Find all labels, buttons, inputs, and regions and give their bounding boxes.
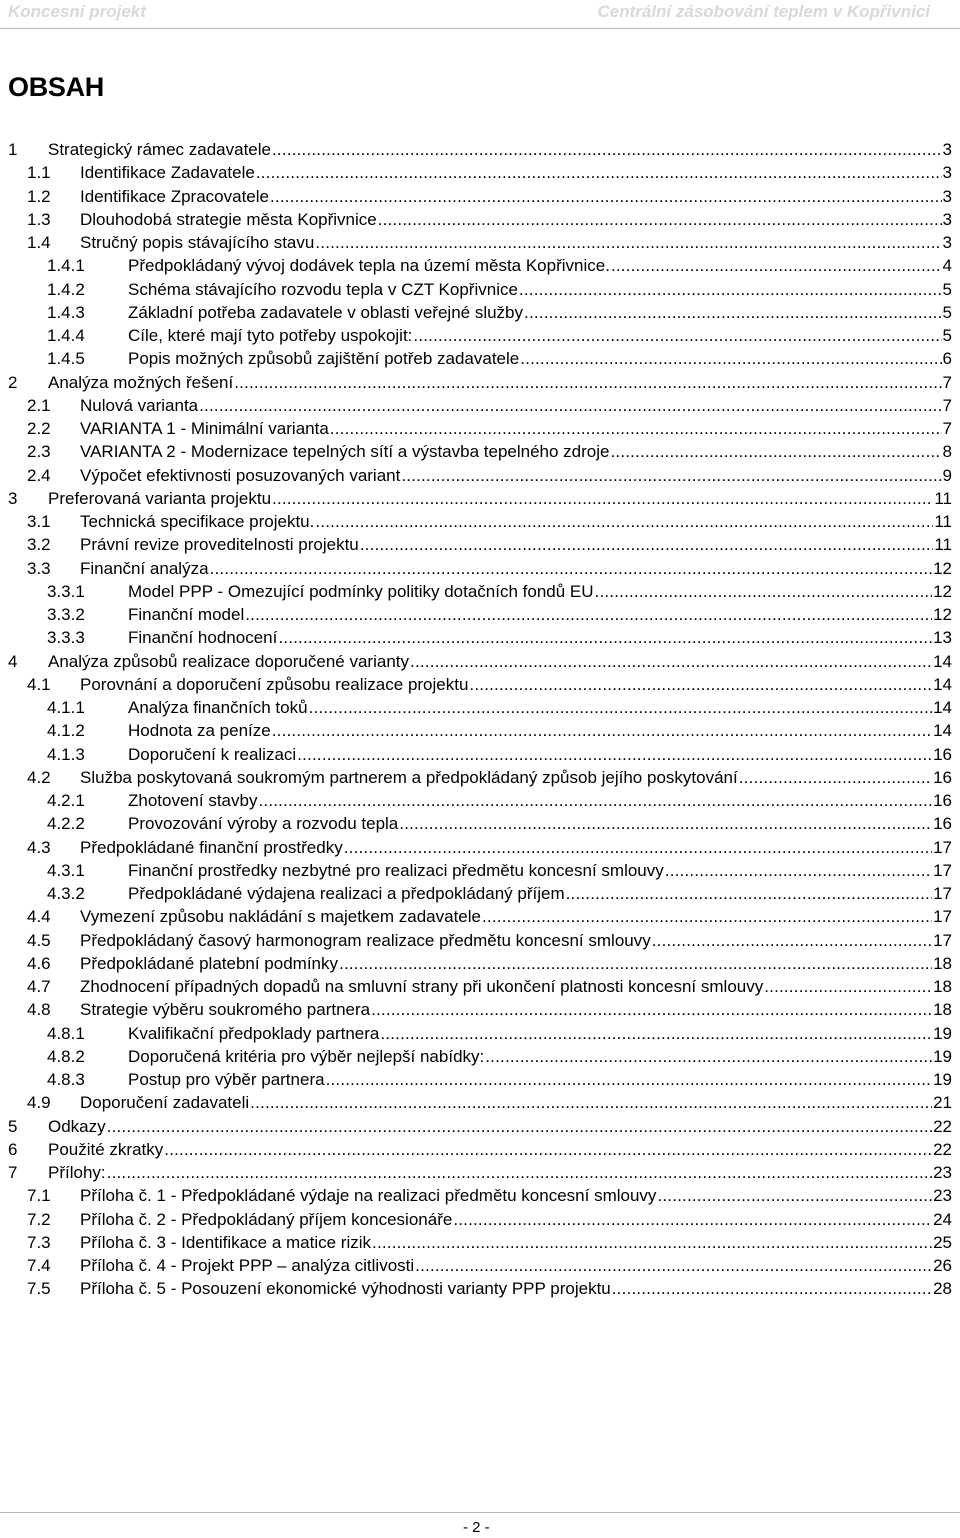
toc-dot-leader <box>360 533 934 556</box>
toc-dot-leader <box>380 1022 932 1045</box>
page-number: - 2 - <box>463 1519 490 1536</box>
toc-dot-leader <box>258 789 932 812</box>
toc-entry[interactable] <box>27 394 952 417</box>
toc-entry-page: 3 <box>942 163 952 183</box>
toc-entry-title: VARIANTA 2 - Modernizace tepelných sítí a výstavba tepelného zdroje <box>80 442 610 462</box>
toc-entry[interactable] <box>47 719 952 742</box>
toc-entry-title: Příloha č. 1 - Předpokládané výdaje na realizaci předmětu koncesní smlouvy <box>80 1186 657 1206</box>
toc-entry-number: 4.7 <box>27 977 51 996</box>
toc-entry-title: Vymezení způsobu nakládání s majetkem zadavatele <box>80 907 481 927</box>
toc-dot-leader <box>415 1254 932 1277</box>
toc-entry-page: 11 <box>934 512 952 531</box>
toc-dot-leader <box>595 580 933 603</box>
toc-entry[interactable] <box>27 1254 952 1277</box>
toc-entry[interactable] <box>47 301 952 324</box>
toc-dot-leader <box>401 464 941 487</box>
toc-entry-page: 14 <box>933 698 952 717</box>
toc-entry-title: Analýza způsobů realizace doporučené varianty <box>48 651 410 671</box>
toc-entry-title: Předpokládané výdajena realizaci a předpokládaný příjem <box>128 884 565 903</box>
toc-dot-leader <box>272 138 942 161</box>
toc-entry-number: 4.8.2 <box>47 1046 85 1066</box>
toc-entry-number: 7 <box>8 1163 18 1182</box>
toc-entry[interactable] <box>27 208 952 231</box>
toc-entry-page: 28 <box>933 1279 952 1299</box>
toc-entry-number: 1.4.3 <box>47 302 85 322</box>
toc-entry-page: 14 <box>933 651 952 671</box>
toc-entry[interactable] <box>27 766 952 789</box>
toc-entry-page: 7 <box>942 372 952 392</box>
toc-entry[interactable] <box>27 533 952 556</box>
toc-dot-leader <box>610 440 941 463</box>
toc-entry[interactable] <box>27 836 952 859</box>
toc-entry-title: Doporučení k realizaci <box>128 744 297 764</box>
toc-dot-leader <box>739 766 932 789</box>
toc-entry[interactable] <box>47 1022 952 1045</box>
toc-entry[interactable] <box>8 650 952 673</box>
toc-dot-leader <box>272 719 932 742</box>
toc-entry-page: 3 <box>942 209 952 229</box>
toc-entry-title: Cíle, které mají tyto potřeby uspokojit: <box>128 326 413 345</box>
toc-entry-title: Provozování výroby a rozvodu tepla <box>128 814 399 834</box>
toc-entry-page: 12 <box>933 605 952 624</box>
toc-entry[interactable] <box>27 161 952 184</box>
toc-dot-leader <box>344 836 932 859</box>
toc-entry-number: 1.4.4 <box>47 326 85 345</box>
toc-entry-title: Analýza možných řešení <box>48 372 234 392</box>
toc-entry[interactable] <box>27 929 952 952</box>
toc-entry-page: 16 <box>933 791 952 810</box>
toc-entry[interactable] <box>47 743 952 766</box>
toc-entry[interactable] <box>47 278 952 301</box>
toc-entry-number: 1.1 <box>27 163 51 183</box>
toc-entry-number: 1.2 <box>27 186 51 206</box>
toc-entry-title: Porovnání a doporučení způsobu realizace projektu <box>80 674 469 694</box>
toc-entry-page: 19 <box>933 1070 952 1089</box>
toc-entry-title: Výpočet efektivnosti posuzovaných variant <box>80 465 401 485</box>
toc-entry[interactable] <box>47 882 952 905</box>
toc-dot-leader <box>482 905 932 928</box>
toc-entry-title: Základní potřeba zadavatele v oblasti veřejné služby <box>128 302 524 322</box>
toc-entry-number: 7.4 <box>27 1256 51 1275</box>
toc-dot-leader <box>524 301 942 324</box>
toc-dot-leader <box>272 487 933 510</box>
toc-entry-number: 2.3 <box>27 442 51 462</box>
toc-entry-page: 17 <box>933 837 952 857</box>
toc-entry-number: 4.2.2 <box>47 814 85 834</box>
toc-entry-number: 5 <box>8 1116 18 1136</box>
toc-dot-leader <box>520 347 941 370</box>
toc-entry-page: 11 <box>934 535 952 555</box>
toc-dot-leader <box>453 1208 932 1231</box>
toc-entry-number: 7.3 <box>27 1232 51 1252</box>
toc-entry-number: 1.4 <box>27 233 51 252</box>
toc-entry-page: 13 <box>933 628 952 648</box>
toc-dot-leader <box>657 1184 932 1207</box>
toc-entry-number: 3.3 <box>27 558 51 578</box>
toc-entry[interactable] <box>47 696 952 719</box>
toc-entry-number: 7.1 <box>27 1186 51 1206</box>
toc-entry-title: Služba poskytovaná soukromým partnerem a předpokládaný způsob jejího poskytování <box>80 767 738 787</box>
toc-entry[interactable] <box>27 417 952 440</box>
toc-entry-title: Kvalifikační předpoklady partnera <box>128 1023 380 1043</box>
toc-entry-title: VARIANTA 1 - Minimální varianta <box>80 419 329 438</box>
toc-entry-title: Schéma stávajícího rozvodu tepla v CZT Kopřivnice <box>128 279 518 299</box>
toc-dot-leader <box>315 510 933 533</box>
toc-entry[interactable] <box>27 1208 952 1231</box>
toc-entry[interactable] <box>47 859 952 882</box>
toc-dot-leader <box>410 650 932 673</box>
toc-entry-number: 4.8.1 <box>47 1023 85 1043</box>
toc-entry-title: Předpokládaný časový harmonogram realizace předmětu koncesní smlouvy <box>80 930 651 950</box>
toc-entry-number: 3.1 <box>27 512 51 531</box>
toc-entry-title: Předpokládané finanční prostředky <box>80 837 343 857</box>
toc-dot-leader <box>485 1045 932 1068</box>
toc-entry-number: 6 <box>8 1139 18 1159</box>
toc-dot-leader <box>256 161 942 184</box>
toc-entry-number: 2.1 <box>27 395 51 415</box>
toc-entry[interactable] <box>27 231 952 254</box>
toc-entry[interactable] <box>8 371 952 394</box>
toc-entry-number: 4.3 <box>27 837 51 857</box>
toc-entry[interactable] <box>27 557 952 580</box>
header-left-text: Koncesní projekt <box>8 2 146 21</box>
toc-entry-number: 4.6 <box>27 953 51 973</box>
toc-entry-title: Hodnota za peníze <box>128 721 271 741</box>
toc-entry-page: 7 <box>942 395 952 415</box>
toc-entry[interactable] <box>27 185 952 208</box>
toc-entry-number: 1.3 <box>27 209 51 229</box>
toc-entry[interactable] <box>27 510 952 533</box>
toc-entry-title: Finanční prostředky nezbytné pro realizaci předmětu koncesní smlouvy <box>128 860 664 880</box>
toc-entry-page: 19 <box>933 1046 952 1066</box>
toc-dot-leader <box>297 743 932 766</box>
toc-entry-title: Nulová varianta <box>80 395 199 415</box>
toc-entry[interactable] <box>27 1231 952 1254</box>
toc-dot-leader <box>378 208 942 231</box>
toc-entry-title: Model PPP - Omezující podmínky politiky dotačních fondů EU <box>128 581 594 601</box>
toc-entry-page: 16 <box>933 767 952 787</box>
toc-entry-number: 1.4.5 <box>47 349 85 369</box>
toc-entry-number: 4.9 <box>27 1093 51 1113</box>
toc-entry-page: 26 <box>933 1256 952 1275</box>
toc-entry-page: 16 <box>933 744 952 764</box>
toc-entry-number: 2.2 <box>27 419 51 438</box>
toc-entry-page: 25 <box>933 1232 952 1252</box>
toc-entry-page: 23 <box>933 1186 952 1206</box>
toc-entry-title: Právní revize proveditelnosti projektu <box>80 535 359 555</box>
toc-dot-leader <box>330 417 942 440</box>
toc-entry-page: 19 <box>933 1023 952 1043</box>
toc-entry[interactable] <box>47 1068 952 1091</box>
toc-entry[interactable] <box>47 324 952 347</box>
toc-entry-number: 1.4.1 <box>47 256 85 276</box>
toc-entry[interactable] <box>47 812 952 835</box>
toc-entry-title: Strategie výběru soukromého partnera <box>80 1000 371 1020</box>
toc-entry-title: Předpokládaný vývoj dodávek tepla na území města Kopřivnice. <box>128 256 610 276</box>
toc-entry[interactable] <box>8 1115 952 1138</box>
toc-entry[interactable] <box>27 464 952 487</box>
toc-entry-number: 7.2 <box>27 1209 51 1229</box>
toc-entry[interactable] <box>8 1161 952 1184</box>
toc-entry[interactable] <box>8 138 952 161</box>
toc-entry-number: 4.1.1 <box>47 698 85 717</box>
toc-entry-title: Příloha č. 4 - Projekt PPP – analýza citlivosti <box>80 1256 415 1275</box>
toc-entry-title: Dlouhodobá strategie města Kopřivnice <box>80 209 377 229</box>
toc-dot-leader <box>372 1231 932 1254</box>
toc-entry-number: 4.8 <box>27 1000 51 1020</box>
toc-entry-title: Stručný popis stávajícího stavu <box>80 233 315 252</box>
toc-entry-title: Identifikace Zadavatele <box>80 163 255 183</box>
toc-entry-page: 17 <box>933 860 952 880</box>
toc-dot-leader <box>339 952 932 975</box>
toc-dot-leader <box>278 626 932 649</box>
toc-dot-leader <box>326 1068 933 1091</box>
page-footer <box>0 1505 960 1538</box>
toc-entry-page: 17 <box>933 930 952 950</box>
toc-entry-title: Strategický rámec zadavatele <box>48 140 271 159</box>
toc-entry-title: Zhodnocení případných dopadů na smluvní strany při ukončení platnosti koncesní smlouvy <box>80 977 764 996</box>
toc-entry[interactable] <box>27 952 952 975</box>
toc-entry-number: 2 <box>8 372 18 392</box>
toc-entry-title: Identifikace Zpracovatele <box>80 186 269 206</box>
toc-entry-page: 12 <box>933 558 952 578</box>
toc-entry-number: 3.3.1 <box>47 581 85 601</box>
toc-entry-page: 16 <box>933 814 952 834</box>
toc-entry-number: 4.1 <box>27 674 51 694</box>
toc-entry-title: Příloha č. 5 - Posouzení ekonomické výhodnosti varianty PPP projektu <box>80 1279 611 1299</box>
toc-entry-page: 18 <box>933 977 952 996</box>
toc-entry-number: 1 <box>8 140 18 159</box>
toc-entry-number: 4.8.3 <box>47 1070 85 1089</box>
toc-entry[interactable] <box>47 626 952 649</box>
toc-entry-page: 11 <box>934 488 952 508</box>
toc-entry-page: 4 <box>942 256 952 276</box>
toc-entry-page: 7 <box>942 419 952 438</box>
toc-entry-page: 9 <box>942 465 952 485</box>
toc-dot-leader <box>764 975 932 998</box>
toc-entry-page: 23 <box>933 1163 952 1182</box>
toc-entry-page: 5 <box>942 302 952 322</box>
toc-entry-page: 14 <box>933 674 952 694</box>
toc-entry[interactable] <box>27 440 952 463</box>
toc-entry[interactable] <box>47 1045 952 1068</box>
toc-dot-leader <box>665 859 932 882</box>
toc-entry-number: 4.1.2 <box>47 721 85 741</box>
toc-dot-leader <box>309 696 933 719</box>
header-right-text: Centrální zásobování teplem v Kopřivnici <box>597 2 930 21</box>
toc-entry-number: 3.2 <box>27 535 51 555</box>
toc-dot-leader <box>469 673 932 696</box>
toc-dot-leader <box>566 882 932 905</box>
toc-entry-title: Použité zkratky <box>48 1139 164 1159</box>
toc-entry-title: Preferovaná varianta projektu <box>48 488 272 508</box>
toc-entry-title: Finanční analýza <box>80 558 209 578</box>
toc-entry-page: 5 <box>942 279 952 299</box>
toc-dot-leader <box>519 278 942 301</box>
toc-entry[interactable] <box>8 1138 952 1161</box>
toc-dot-leader <box>611 254 942 277</box>
toc-entry-number: 1.4.2 <box>47 279 85 299</box>
toc-entry-number: 7.5 <box>27 1279 51 1299</box>
toc-entry[interactable] <box>27 673 952 696</box>
toc-dot-leader <box>250 1091 932 1114</box>
toc-entry-page: 3 <box>942 140 952 159</box>
toc-entry-number: 4.5 <box>27 930 51 950</box>
toc-entry-page: 17 <box>933 907 952 927</box>
toc-entry-page: 8 <box>942 442 952 462</box>
toc-entry[interactable] <box>27 1277 952 1300</box>
toc-entry-page: 21 <box>933 1093 952 1113</box>
page-header <box>0 0 960 29</box>
toc-entry-title: Příloha č. 3 - Identifikace a matice rizik <box>80 1232 372 1252</box>
toc-entry-title: Doporučení zadavateli <box>80 1093 250 1113</box>
toc-entry-number: 3.3.2 <box>47 605 85 624</box>
toc-dot-leader <box>245 603 932 626</box>
toc-entry-title: Zhotovení stavby <box>128 791 258 810</box>
toc-entry-number: 4 <box>8 651 18 671</box>
toc-dot-leader <box>612 1277 932 1300</box>
toc-entry-title: Doporučená kritéria pro výběr nejlepší nabídky: <box>128 1046 485 1066</box>
toc-entry-title: Postup pro výběr partnera <box>128 1070 325 1089</box>
toc-entry[interactable] <box>27 905 952 928</box>
toc-entry[interactable] <box>27 1184 952 1207</box>
toc-entry[interactable] <box>8 487 952 510</box>
toc-entry-page: 22 <box>933 1116 952 1136</box>
toc-entry-title: Technická specifikace projektu. <box>80 512 315 531</box>
toc-dot-leader <box>234 371 941 394</box>
toc-entry-number: 2.4 <box>27 465 51 485</box>
toc-entry-title: Přílohy: <box>48 1163 106 1182</box>
toc-entry-number: 4.4 <box>27 907 51 927</box>
toc-entry-page: 12 <box>933 581 952 601</box>
toc-dot-leader <box>199 394 941 417</box>
toc-entry[interactable] <box>47 603 952 626</box>
page-title: OBSAH <box>8 72 105 102</box>
toc-entry-title: Finanční model <box>128 605 245 624</box>
toc-entry-title: Předpokládané platební podmínky <box>80 953 339 973</box>
toc-entry-page: 17 <box>933 884 952 903</box>
toc-entry-title: Popis možných způsobů zajištění potřeb zadavatele <box>128 349 520 369</box>
toc-entry-title: Finanční hodnocení <box>128 628 278 648</box>
toc-entry-page: 22 <box>933 1139 952 1159</box>
toc-entry[interactable] <box>47 347 952 370</box>
toc-dot-leader <box>315 231 941 254</box>
toc-dot-leader <box>107 1161 932 1184</box>
toc-dot-leader <box>107 1115 932 1138</box>
toc-entry-page: 3 <box>942 186 952 206</box>
toc-dot-leader <box>164 1138 932 1161</box>
toc-dot-leader <box>413 324 941 347</box>
toc-entry-number: 4.3.1 <box>47 860 85 880</box>
toc-entry[interactable] <box>27 1091 952 1114</box>
toc-entry-number: 4.2.1 <box>47 791 85 810</box>
toc-dot-leader <box>399 812 932 835</box>
toc-dot-leader <box>371 998 932 1021</box>
toc-entry-title: Analýza finančních toků <box>128 698 308 717</box>
toc-entry-number: 4.2 <box>27 767 51 787</box>
toc-entry-number: 3 <box>8 488 18 508</box>
toc-entry-page: 5 <box>942 326 952 345</box>
toc-entry-number: 3.3.3 <box>47 628 85 648</box>
toc-entry-title: Odkazy <box>48 1116 106 1136</box>
toc-entry-page: 18 <box>933 953 952 973</box>
toc-entry-page: 14 <box>933 721 952 741</box>
footer-divider <box>0 1512 960 1513</box>
toc-dot-leader <box>210 557 933 580</box>
toc-entry-page: 18 <box>933 1000 952 1020</box>
toc-dot-leader <box>270 185 942 208</box>
toc-entry[interactable] <box>47 254 952 277</box>
toc-entry-number: 4.1.3 <box>47 744 85 764</box>
toc-entry-number: 4.3.2 <box>47 884 85 903</box>
toc-entry-title: Příloha č. 2 - Předpokládaný příjem koncesionáře <box>80 1209 453 1229</box>
toc-entry-page: 24 <box>933 1209 952 1229</box>
toc-entry[interactable] <box>27 975 952 998</box>
toc-entry-page: 3 <box>942 233 952 252</box>
toc-entry[interactable] <box>47 580 952 603</box>
toc-entry-page: 6 <box>942 349 952 369</box>
toc-dot-leader <box>652 929 932 952</box>
toc-entry[interactable] <box>27 998 952 1021</box>
toc-entry[interactable] <box>47 789 952 812</box>
